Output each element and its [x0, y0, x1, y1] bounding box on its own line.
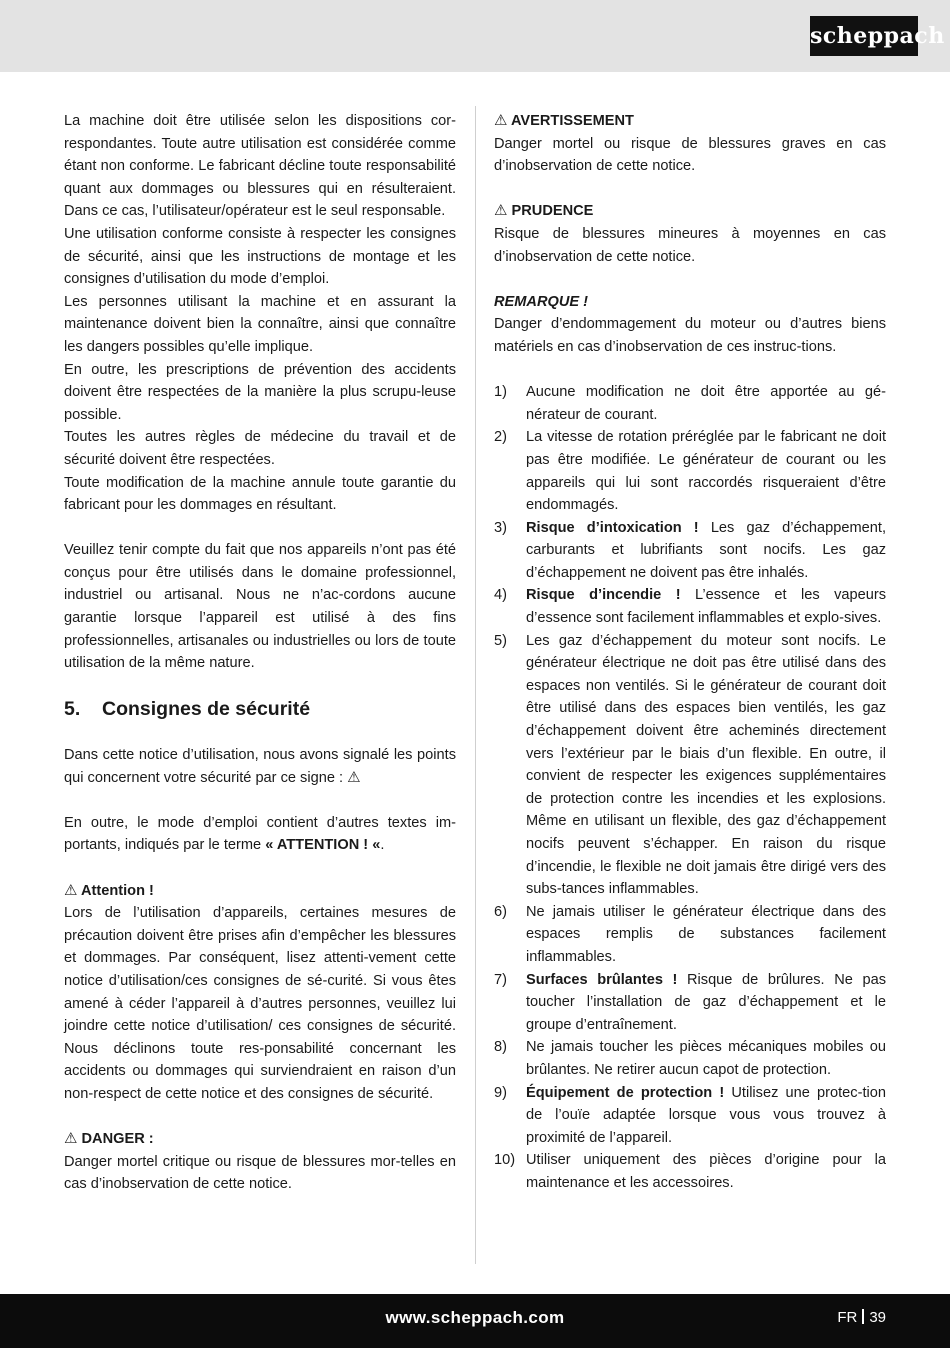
item-text: La vitesse de rotation préréglée par le fabricant ne doit pas être modifiée. Le générateur de courant ou les appareils qui lui sont raccordés risqueraient d’être endommagés. — [526, 429, 886, 514]
punctuation: . — [380, 837, 385, 854]
avertissement-title: AVERTISSEMENT — [510, 113, 634, 129]
list-item — [494, 584, 886, 629]
language-code: FR — [837, 1309, 858, 1326]
item-text: L’essence et les vapeurs d’essence sont facilement inflammables et explo-sives. — [526, 587, 887, 627]
item-bold: Équipement de protection ! — [526, 1084, 725, 1101]
paragraph: Toute modification de la machine annule toute garantie du fabricant pour les dommages en résultant. — [64, 474, 456, 514]
list-item — [494, 517, 886, 585]
paragraph: Danger mortel ou risque de blessures graves en cas d’inobservation de cette notice. — [494, 135, 886, 175]
list-item — [494, 1082, 886, 1150]
paragraph: Une utilisation conforme consiste à respecter les consignes de sécurité, ainsi que les instructions de montage et les consignes d’utilisation du mode d’emploi. — [64, 225, 456, 288]
warning-triangle-icon: ⚠ — [64, 1130, 78, 1148]
spacer — [494, 178, 886, 201]
list-item — [494, 901, 886, 969]
attention-term: « ATTENTION ! « — [265, 837, 381, 854]
list-item — [494, 969, 886, 1037]
page-number: 39 — [869, 1309, 886, 1326]
paragraph: Danger d’endommagement du moteur ou d’autres biens matériels en cas d’inobservation de ces instruc-tions. — [494, 316, 886, 355]
item-number: 5) — [494, 632, 507, 649]
page-indicator — [837, 1294, 886, 1342]
paragraph: La machine doit être utilisée selon les dispositions cor-respondantes. Toute autre utilisation est considérée comme étant non conforme. Le fabricant décline toute responsabilité quant aux dommages ou blessures qui en résulteraient. Dans ce cas, l’utilisateur/opérateur est le seul responsable. — [64, 113, 456, 220]
right-column — [494, 110, 886, 1195]
warning-triangle-icon: ⚠ — [494, 202, 508, 220]
spacer — [64, 517, 456, 540]
prudence-heading — [494, 200, 886, 223]
item-number: 8) — [494, 1039, 507, 1056]
item-number: 6) — [494, 903, 507, 920]
item-number: 2) — [494, 429, 507, 446]
item-number: 4) — [494, 587, 507, 604]
brand-logo: scheppach — [810, 16, 918, 56]
avertissement-heading — [494, 110, 886, 133]
item-text: Utilisez une protec-tion de l’ouïe adaptée lorsque vous vous trouvez à proximité de l’appareil. — [526, 1084, 886, 1146]
paragraph — [64, 744, 456, 789]
item-number: 1) — [494, 384, 507, 401]
item-number: 7) — [494, 971, 507, 988]
attention-title: Attention ! — [80, 882, 154, 899]
spacer — [64, 675, 456, 698]
item-text: Les gaz d’échappement du moteur sont nocifs. Le générateur électrique ne doit pas être utilisé dans des espaces non ventilés. Si le générateur de courant doit être utilisé dans des espaces bien ventilés, les gaz d’échappement doivent être acheminés directement vers l’extérieur par le biais d’un flexible. En outre, il convient de respecter les exigences supplémentaires de protection contre les incendies et les explosions. Même en utilisant un flexible, des gaz d’échappement nocifs peuvent s’échapper. En raison du risque d’incendie, le flexible ne doit jamais être dirigé vers des subs-tances inflammables. — [526, 632, 886, 898]
item-text: Ne jamais toucher les pièces mécaniques mobiles ou brûlantes. Ne retirer aucun capot de protection. — [526, 1039, 886, 1078]
warning-triangle-icon: ⚠ — [347, 768, 361, 786]
spacer — [64, 789, 456, 812]
left-column — [64, 110, 456, 1196]
spacer — [64, 1106, 456, 1129]
item-number: 10) — [494, 1152, 516, 1169]
list-item — [494, 630, 886, 901]
section-number: 5. — [64, 698, 81, 721]
paragraph: Risque de blessures mineures à moyennes en cas d’inobservation de cette notice. — [494, 225, 886, 265]
list-item — [494, 426, 886, 516]
safety-instructions-list — [494, 381, 886, 1194]
paragraph: Veuillez tenir compte du fait que nos appareils n’ont pas été conçus pour être utilisés dans le domaine professionnel, industriel ou artisanal. Nous ne n’ac-cordons aucune garantie lorsque l’appareil est utilisé à des fins professionnelles, artisanales ou industrielles ou lors de toute utilisation de la même nature. — [64, 542, 456, 672]
item-text: Aucune modification ne doit être apportée au gé-nérateur de courant. — [526, 384, 886, 423]
item-bold: Risque d’intoxication ! — [526, 519, 699, 536]
column-divider — [475, 106, 476, 1264]
website-link[interactable]: www.scheppach.com — [385, 1308, 565, 1327]
separator — [862, 1309, 864, 1324]
item-text: Ne jamais utiliser le générateur électrique dans des espaces remplis de substances facilement inflammables. — [526, 903, 886, 965]
list-item — [494, 1149, 886, 1194]
item-bold: Surfaces brûlantes ! — [526, 971, 678, 988]
spacer — [494, 359, 886, 382]
danger-title: DANGER : — [81, 1131, 154, 1148]
warning-triangle-icon: ⚠ — [64, 881, 78, 899]
spacer — [64, 857, 456, 880]
spacer — [494, 268, 886, 291]
attention-intro-text: En outre, le mode d’emploi contient d’autres textes im-portants, indiqués par le terme — [64, 814, 456, 854]
item-number: 3) — [494, 519, 507, 536]
paragraph: Danger mortel critique ou risque de blessures mor-telles en cas d’inobservation de cette notice. — [64, 1153, 456, 1193]
warning-triangle-icon: ⚠ — [494, 112, 508, 129]
paragraph: Toutes les autres règles de médecine du travail et de sécurité doivent être respectées. — [64, 429, 456, 468]
item-text: Les gaz d’échappement, carburants et lubrifiants sont nocifs. Les gaz d’échappement ne doivent pas être inhalés. — [526, 519, 887, 581]
footer-bar — [0, 1294, 950, 1348]
prudence-title: PRUDENCE — [511, 203, 594, 220]
section-title: Consignes de sécurité — [102, 698, 311, 721]
safety-sign-text: Dans cette notice d’utilisation, nous avons signalé les points qui concernent votre sécurité par ce signe : — [64, 747, 456, 786]
item-text: Risque de brûlures. Ne pas toucher l’installation de gaz d’échappement et le groupe d’entraînement. — [526, 971, 886, 1033]
paragraph — [64, 812, 456, 857]
attention-heading — [64, 880, 456, 903]
paragraph: Lors de l’utilisation d’appareils, certaines mesures de précaution doivent être prises afin d’empêcher les blessures et dommages. Par conséquent, lisez attenti-vement cette notice d’utilisation/ces consignes de sé-curité. Si vous êtes amené à céder l’appareil à d’autres personnes, veuillez lui joindre cette notice d’utilisation/ ces consignes de sécurité. Nous déclinons toute res-ponsabilité concernant les accidents ou dommages qui surviendraient en raison d’un non-respect de cette notice et des consignes de sécurité. — [64, 905, 456, 1102]
danger-heading — [64, 1128, 456, 1151]
paragraph: En outre, les prescriptions de prévention des accidents doivent être respectées de la manière la plus scrupu-leuse possible. — [64, 361, 456, 423]
remarque-heading: REMARQUE ! — [494, 293, 589, 310]
list-item — [494, 381, 886, 426]
item-text: Utiliser uniquement des pièces d’origine pour la maintenance et les accessoires. — [526, 1152, 886, 1191]
paragraph: Les personnes utilisant la machine et en assurant la maintenance doivent bien la connaître, ainsi que connaître les dangers possibles qu’elle implique. — [64, 293, 456, 355]
list-item — [494, 1036, 886, 1081]
item-bold: Risque d’incendie ! — [526, 587, 681, 604]
section-heading — [64, 697, 456, 721]
header-bar — [0, 0, 950, 72]
item-number: 9) — [494, 1084, 507, 1101]
